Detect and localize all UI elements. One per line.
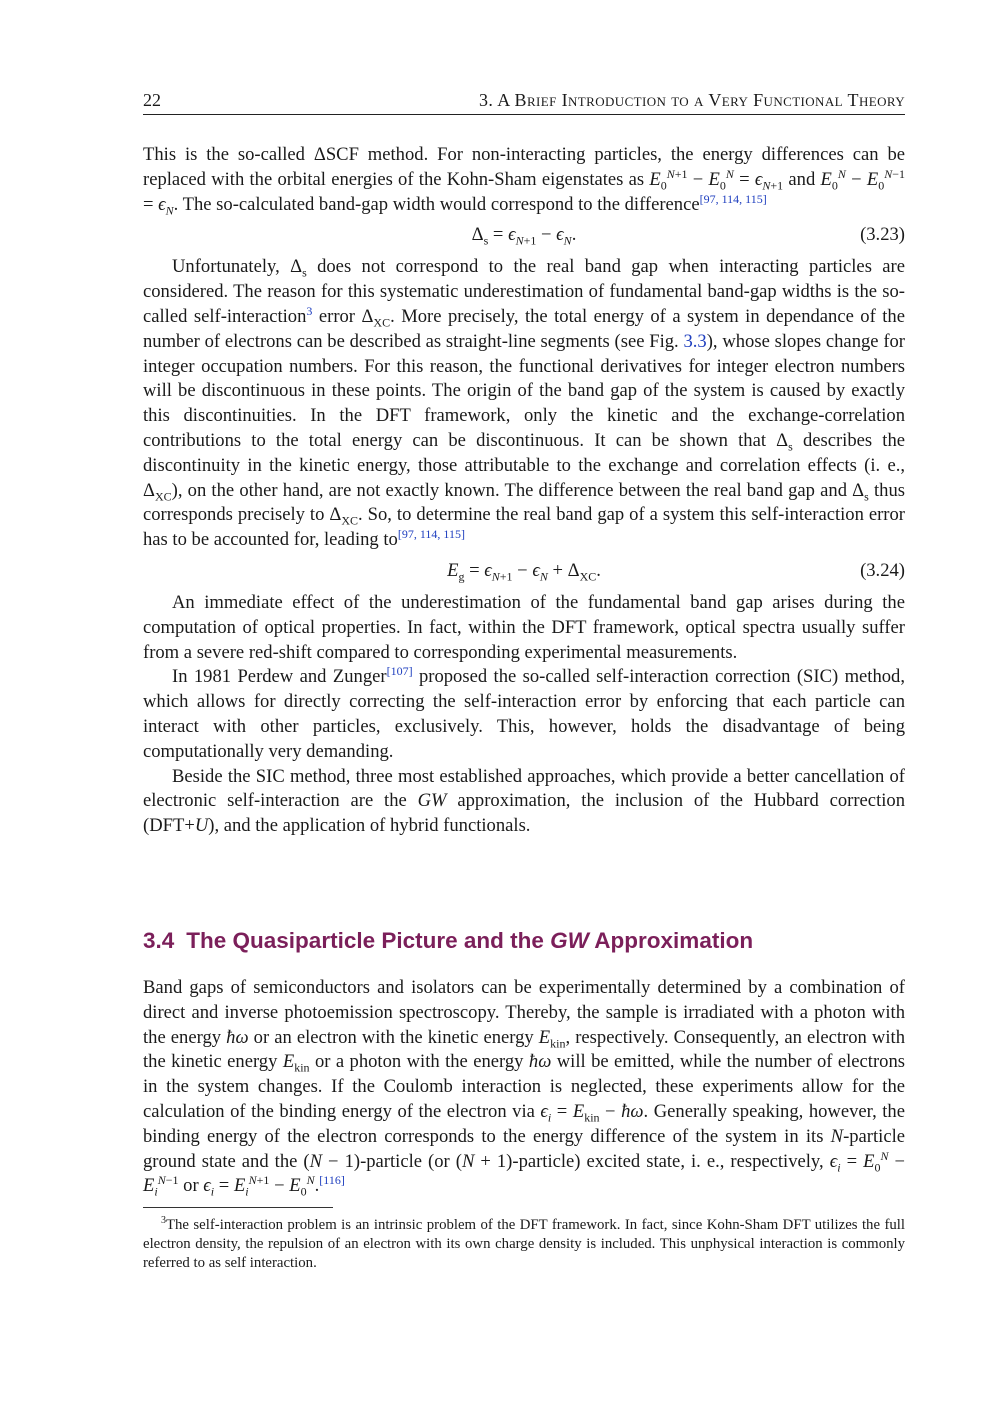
equation-3-23: $\Delta_s = \epsilon_{N+1} - \epsilon_N$. (3.23)	[471, 224, 905, 249]
page-number: 22	[143, 90, 161, 110]
section-heading: 3.4 The Quasiparticle Picture and the GW Approximation	[143, 928, 754, 953]
citation[interactable]: [107]	[386, 664, 413, 679]
footnote	[143, 1216, 905, 1273]
body-text-top	[143, 143, 905, 839]
running-header	[143, 88, 905, 115]
paragraph-self-interaction: Unfortunately, $\Delta_s$ does not correspond to the real band gap when interacting particles are considered. The reason for this systematic underestimation of fundamental band-gap widths is the so-called self-interaction$^3$ error $\Delta_{XC}$. More precisely, the total energy of a system in dependance of the number of electrons can be described as straight-line segments (see Fig. 3.3), whose slopes change for integer occupation numbers. For this reason, the functional derivatives for integer electron numbers will be discontinuous in these points. The origin of the band gap of the system is caused by exactly this discontinuities. In the DFT framework, only the kinetic and the exchange-correlation contributions to the total energy can be discontinuous. It can be shown that $\Delta_s$ describes the discontinuity in the kinetic energy, those attributable to the exchange and correlation effects (i. e., $\Delta_{XC}$), on the other hand, are not exactly known. The difference between the real band gap and $\Delta_s$ thus corresponds precisely to $\Delta_{XC}$. So, to determine the real band gap of a system this self-interaction error has to be accounted for, leading to[97, 114, 115]	[143, 256, 906, 551]
running-title: 3. A Brief Introduction to a Very Functional Theory	[479, 90, 905, 110]
citation[interactable]: [97, 114, 115]	[699, 191, 767, 206]
equation-number: (3.23)	[860, 224, 905, 246]
paragraph-optical: An immediate effect of the underestimation of the fundamental band gap arises during the computation of optical properties. In fact, within the DFT framework, optical spectra usually suffer from a severe red-shift compared to corresponding experimental measurements.	[143, 591, 905, 663]
footnote-number: 3	[161, 1215, 166, 1227]
paragraph-approaches: Beside the SIC method, three most established approaches, which provide a better cancellation of electronic self-interaction are the GW approximation, the inclusion of the Hubbard correction (DFT+U), and the application of hybrid functionals.	[143, 765, 905, 837]
figure-link[interactable]: 3.3	[683, 330, 707, 352]
equation-3-24: $E_g = \epsilon_{N+1} - \epsilon_N + \Delta_{XC}$. (3.24)	[447, 559, 905, 584]
footnote-rule	[143, 1207, 333, 1208]
footnote-text: The self-interaction problem is an intrinsic problem of the DFT framework. In fact, since Kohn-Sham DFT utilizes the full electron density, the repulsion of an electron with its own charge density is included. This unphysical interaction is commonly referred to as self interaction.	[143, 1217, 905, 1271]
citation[interactable]: [97, 114, 115]	[397, 526, 465, 541]
paragraph-delta-scf: This is the so-called ΔSCF method. For non-interacting particles, the energy differences can be replaced with the orbital energies of the Kohn-Sham eigenstates as $E_0^{N+1} - E_0^N = \epsilon_{N+1}$ and $E_0^N - E_0^{N-1} = \epsilon_N$. The so-calculated band-gap width would correspond to the difference[97, 114, 115]	[143, 144, 906, 218]
citation[interactable]: [116]	[319, 1173, 345, 1188]
footnote-marker[interactable]: 3	[306, 303, 313, 318]
equation-number: (3.24)	[860, 559, 905, 581]
paragraph-photoemission: Band gaps of semiconductors and isolators can be experimentally determined by a combination of direct and inverse photoemission spectroscopy. Thereby, the sample is irradiated with a photon with the energy ħω or an electron with the kinetic energy $E_{kin}$, respectively. Consequently, an electron with the kinetic energy $E_{kin}$ or a photon with the energy ħω will be emitted, while the number of electrons in the system changes. If the Coulomb interaction is neglected, these experiments allow for the calculation of the binding energy of the electron via $\epsilon_i = E_{kin}$ − ħω. Generally speaking, however, the binding energy of the electron corresponds to the energy difference of the system in its N-particle ground state and the (N − 1)-particle (or (N + 1)-particle) excited state, i. e., respectively, $\epsilon_i = E_0^N - E_i^{N-1}$ or $\epsilon_i = E_i^{N+1} - E_0^N.[116]$	[143, 977, 905, 1200]
paragraph-sic: In 1981 Perdew and Zunger[107] proposed the so-called self-interaction correction (SIC) method, which allows for directly correcting the self-interaction error by enforcing that each particle can interact with other particles, exclusively. This, however, holds the disadvantage of being computationally very demanding.	[143, 664, 905, 762]
body-text-section	[143, 976, 905, 1199]
